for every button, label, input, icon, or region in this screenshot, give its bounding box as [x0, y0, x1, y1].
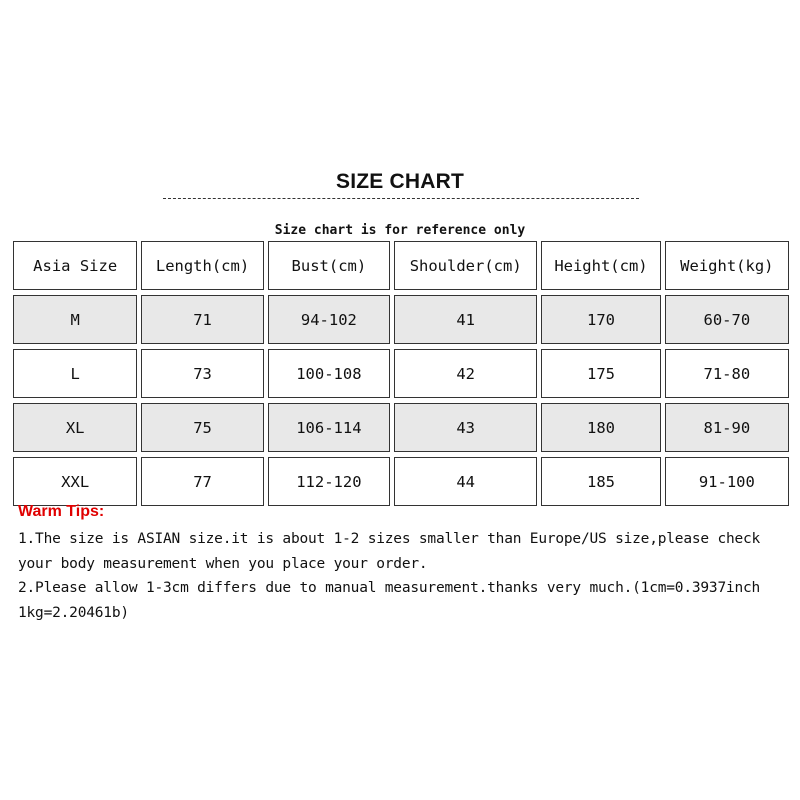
cell-bust: 112-120	[268, 457, 390, 506]
table-row	[13, 457, 789, 506]
cell-size: L	[13, 349, 137, 398]
cell-weight: 60-70	[665, 295, 789, 344]
cell-shoulder: 42	[394, 349, 537, 398]
header-height: Height(cm)	[541, 241, 660, 290]
cell-shoulder: 41	[394, 295, 537, 344]
cell-size: M	[13, 295, 137, 344]
cell-size: XL	[13, 403, 137, 452]
cell-size: XXL	[13, 457, 137, 506]
warm-tips-text	[18, 527, 788, 625]
header-weight: Weight(kg)	[665, 241, 789, 290]
cell-bust: 100-108	[268, 349, 390, 398]
cell-bust: 94-102	[268, 295, 390, 344]
tip-2: 2.Please allow 1-3cm differs due to manual measurement.thanks very much.(1cm=0.3937inch 1kg=2.20461b)	[18, 580, 761, 621]
cell-height: 185	[541, 457, 660, 506]
cell-weight: 81-90	[665, 403, 789, 452]
cell-height: 175	[541, 349, 660, 398]
table-row	[13, 403, 789, 452]
cell-weight: 91-100	[665, 457, 789, 506]
cell-shoulder: 43	[394, 403, 537, 452]
cell-weight: 71-80	[665, 349, 789, 398]
tip-1: 1.The size is ASIAN size.it is about 1-2 sizes smaller than Europe/US size,please check your body measurement when you place your order.	[18, 531, 761, 572]
header-bust: Bust(cm)	[268, 241, 390, 290]
subtitle: Size chart is for reference only	[274, 223, 526, 238]
cell-length: 77	[141, 457, 263, 506]
size-table	[13, 241, 789, 511]
header-shoulder: Shoulder(cm)	[394, 241, 537, 290]
cell-length: 71	[141, 295, 263, 344]
page-title: SIZE CHART	[336, 170, 464, 193]
cell-shoulder: 44	[394, 457, 537, 506]
cell-height: 170	[541, 295, 660, 344]
cell-bust: 106-114	[268, 403, 390, 452]
table-row	[13, 295, 789, 344]
table-row	[13, 349, 789, 398]
cell-length: 75	[141, 403, 263, 452]
header-length: Length(cm)	[141, 241, 263, 290]
table-header-row	[13, 241, 789, 290]
cell-length: 73	[141, 349, 263, 398]
header-asia-size: Asia Size	[13, 241, 137, 290]
dashed-divider	[163, 198, 639, 199]
cell-height: 180	[541, 403, 660, 452]
warm-tips-heading: Warm Tips:	[18, 503, 105, 520]
